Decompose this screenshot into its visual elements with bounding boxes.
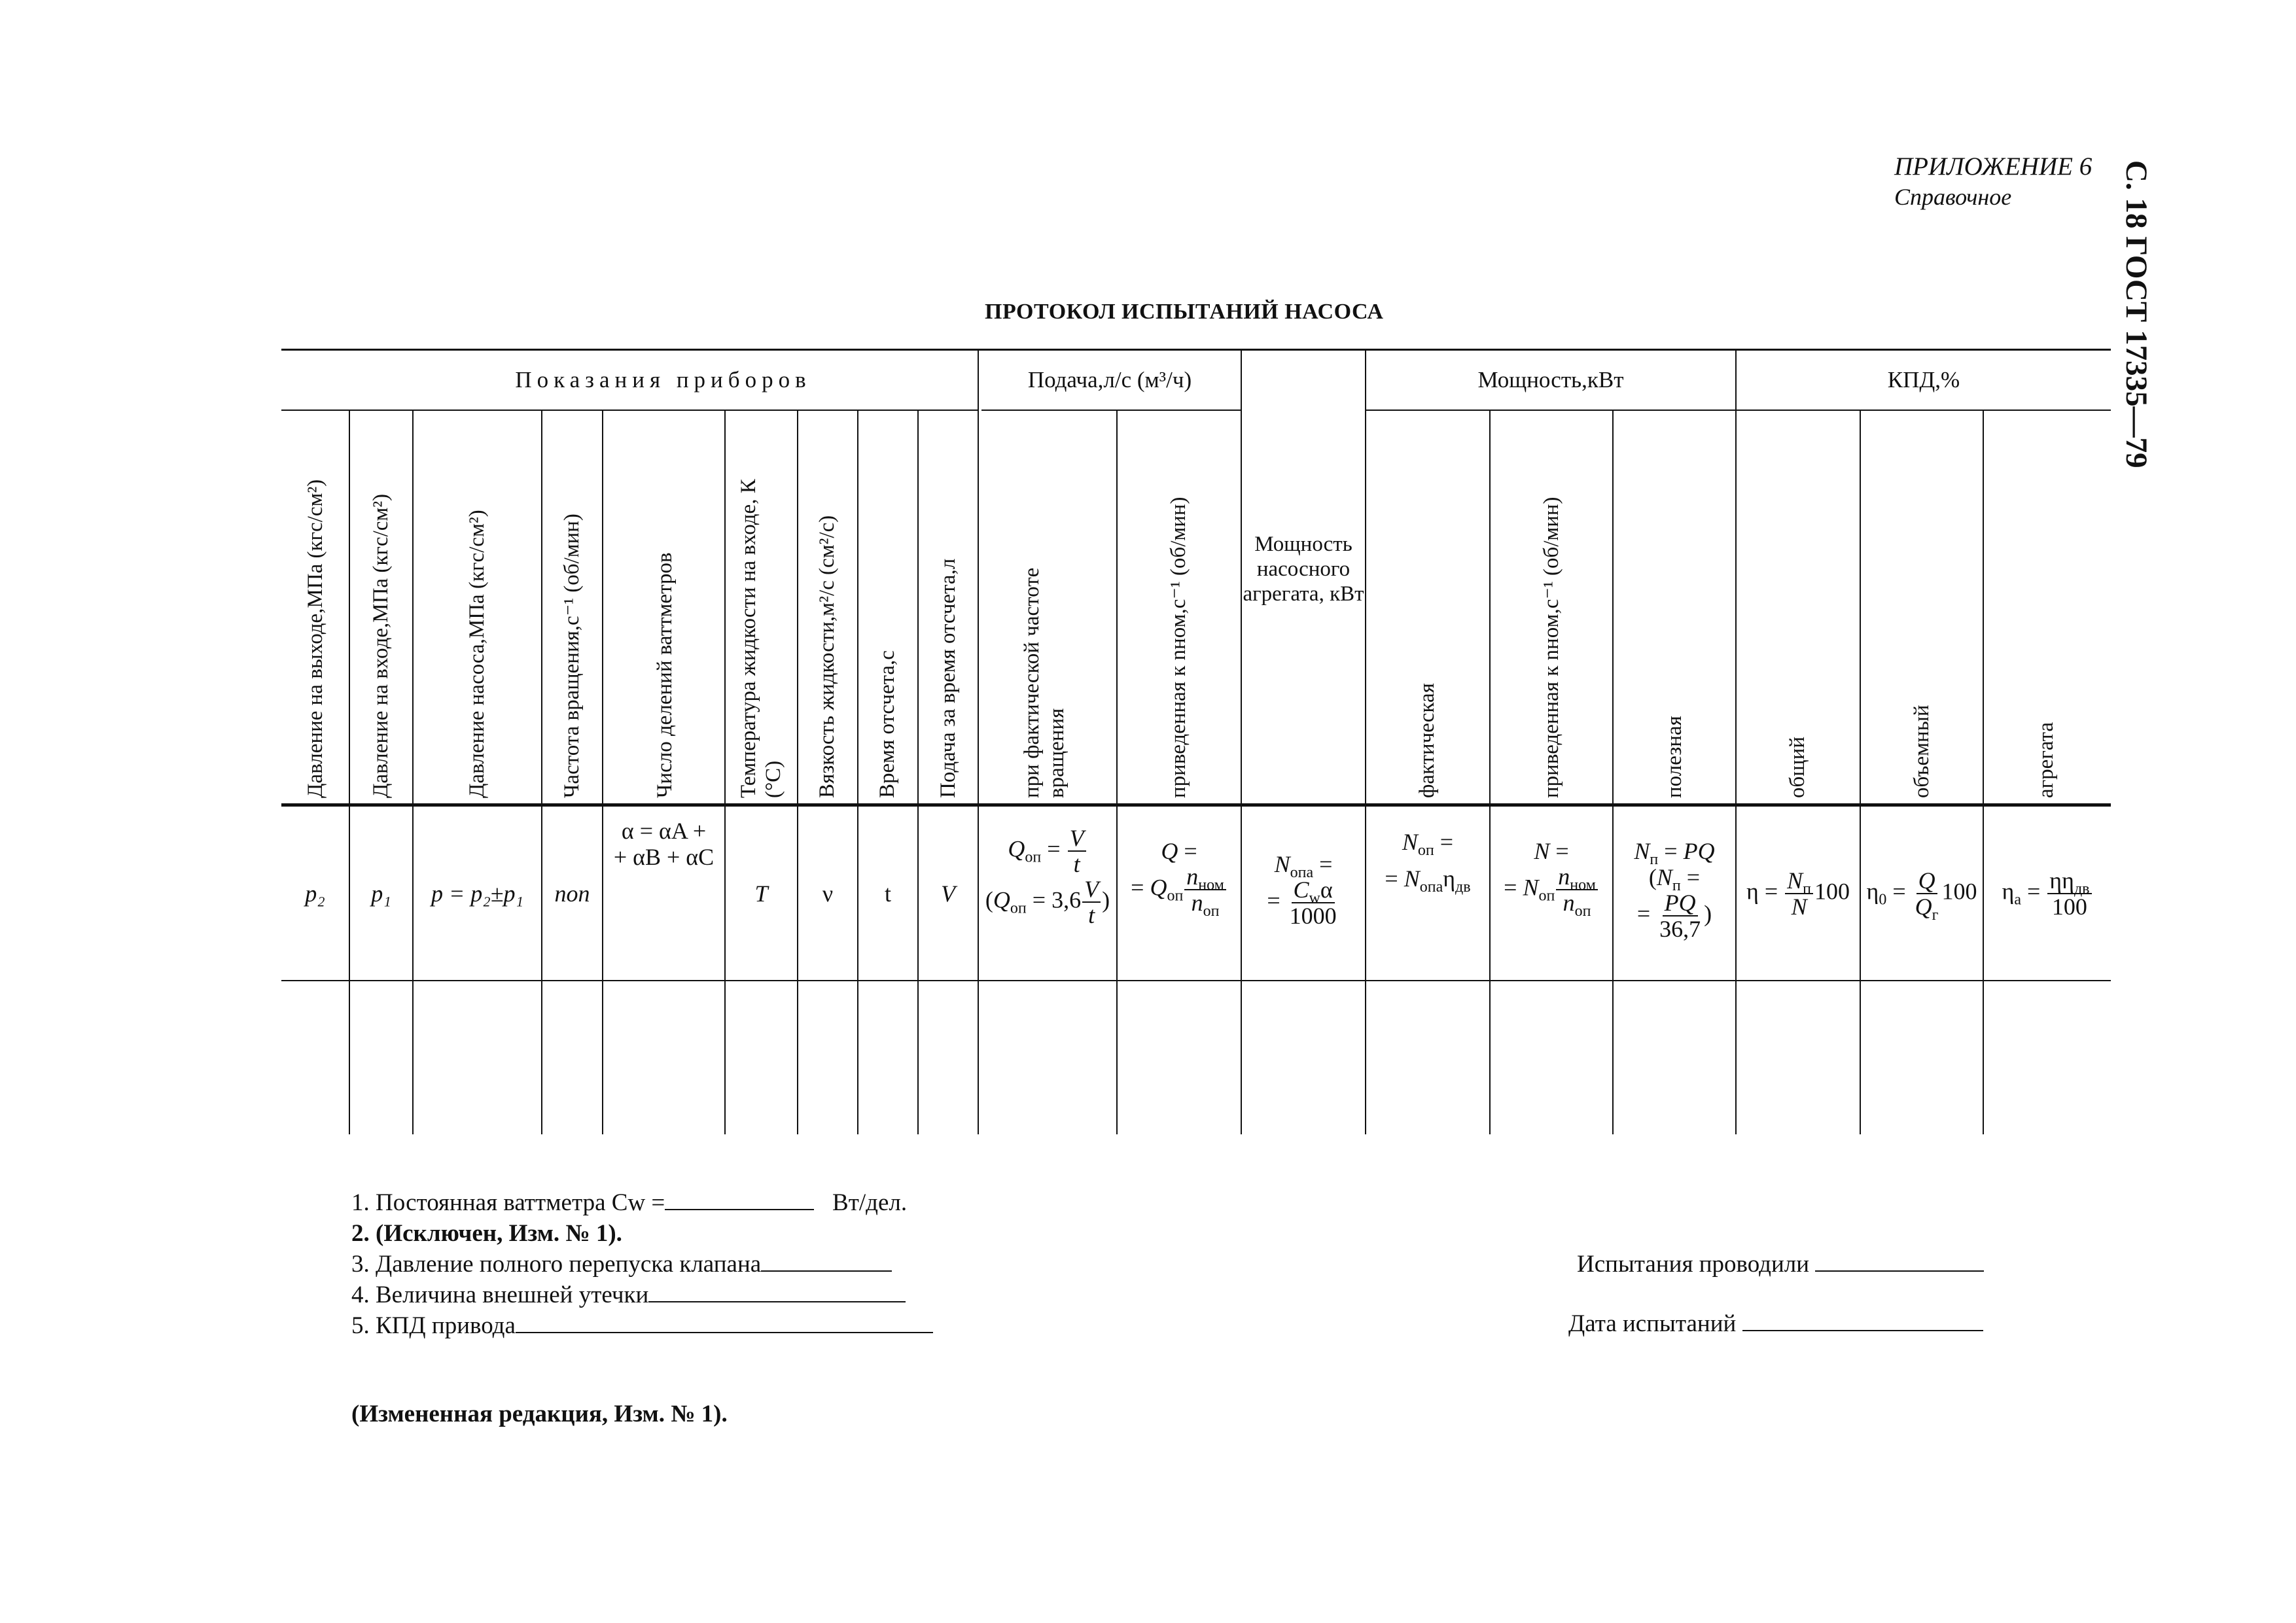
note-external-leakage: 4. Величина внешней утечки bbox=[351, 1280, 906, 1310]
group-header-instruments: Показания приборов bbox=[515, 367, 811, 393]
signature-testers: Испытания проводили bbox=[1577, 1249, 1984, 1280]
col-power-nominal: приведенная к nном,с⁻¹ (об/мин) bbox=[1540, 497, 1563, 798]
symbol-alpha bbox=[603, 811, 724, 877]
group-divider bbox=[281, 410, 978, 411]
symbol-p1: p₁ bbox=[371, 880, 391, 907]
col-flow-actual-speed: при фактической частоте вращения bbox=[1020, 567, 1069, 798]
col-border bbox=[1612, 410, 1614, 1134]
formula-efficiency-unit: $\eta_а$ = $\frac{\eta\eta_{дв}}{100}$ bbox=[1984, 807, 2111, 980]
col-border bbox=[412, 410, 414, 1134]
blank-field[interactable] bbox=[1815, 1251, 1984, 1272]
col-border bbox=[1860, 410, 1861, 1134]
alpha-line-2: + αB + αC bbox=[613, 844, 715, 870]
formula-efficiency-volumetric: $\eta_0$ = $\frac{Q}{Q_г}$ 100 bbox=[1866, 867, 1977, 924]
group-divider bbox=[981, 410, 1241, 411]
appendix-title: ПРИЛОЖЕНИЕ 6 bbox=[1894, 152, 2093, 181]
signature-date: Дата испытаний bbox=[1568, 1308, 1983, 1339]
formula-q-actual: $Q_{оп}$ = $\frac{V}{t}$ ($Q_{оп} = 3,6$ $\frac{V}{t}$ ) bbox=[985, 825, 1110, 928]
col-inlet-temperature: Температура жидкости на входе, К (°С) bbox=[737, 479, 785, 798]
symbol-p2: p₂ bbox=[305, 880, 325, 907]
group-header-unit-power: Мощность насосного агрегата, кВт bbox=[1243, 532, 1364, 606]
symbol-viscosity: ν bbox=[822, 880, 834, 907]
symbol-temperature: T bbox=[754, 880, 768, 907]
formula-efficiency-total: η = $\frac{N_п}{N}$ 100 bbox=[1746, 867, 1850, 920]
blank-field[interactable] bbox=[665, 1189, 814, 1210]
note-wattmeter-constant: 1. Постоянная ваттметра Cw = Вт/дел. bbox=[351, 1189, 908, 1216]
appendix-heading bbox=[1894, 152, 2092, 212]
col-border bbox=[1489, 410, 1491, 1134]
col-reading-time: Время отсчета,с bbox=[875, 650, 899, 798]
col-border bbox=[978, 349, 979, 1134]
blank-field[interactable] bbox=[516, 1312, 933, 1333]
group-header-power: Мощность,кВт bbox=[1477, 367, 1624, 393]
col-viscosity: Вязкость жидкости,м²/с (см²/с) bbox=[815, 515, 839, 798]
protocol-title: ПРОТОКОЛ ИСПЫТАНИЙ НАСОСА bbox=[985, 300, 1384, 324]
blank-field[interactable] bbox=[1742, 1310, 1983, 1331]
col-border bbox=[1365, 349, 1366, 1134]
col-power-useful: полезная bbox=[1663, 716, 1686, 798]
standard-code: С. 18 ГОСТ 17335—79 bbox=[2119, 160, 2153, 468]
col-border bbox=[857, 410, 858, 1134]
symbol-volume: V bbox=[941, 880, 955, 907]
col-inlet-pressure: Давление на входе,МПа (кгс/см²) bbox=[369, 493, 393, 798]
col-efficiency-unit: агрегата bbox=[2034, 722, 2058, 798]
formula-power-useful: $N_п$ = PQ ($N_п$ = = $\frac{PQ}{36,7}$ ) bbox=[1634, 838, 1715, 942]
col-border bbox=[724, 410, 726, 1134]
col-power-actual: фактическая bbox=[1415, 683, 1439, 798]
col-wattmeter-divisions: Число делений ваттметров bbox=[653, 552, 677, 798]
appendix-subtitle: Справочное bbox=[1894, 184, 2012, 210]
formula-power-nominal: N = = $N_{оп}$ $\frac{n_{ном}}{n_{оп}}$ bbox=[1491, 811, 1612, 942]
group-header-flow: Подача,л/с (м³/ч) bbox=[1027, 367, 1192, 393]
col-rotation-speed: Частота вращения,с⁻¹ (об/мин) bbox=[560, 514, 584, 798]
revision-note: (Измененная редакция, Изм. № 1). bbox=[351, 1401, 728, 1427]
col-border bbox=[349, 410, 350, 1134]
blank-field[interactable] bbox=[761, 1251, 892, 1272]
col-border bbox=[1241, 349, 1242, 1134]
symbol-time: t bbox=[884, 880, 891, 907]
formula-unit-power: $N_{опа}$ = = $\frac{C_w\alpha}{1000}$ bbox=[1267, 851, 1337, 929]
symbol-pump-pressure: p = p₂±p₁ bbox=[431, 880, 524, 907]
note-excluded: 2. (Исключен, Изм. № 1). bbox=[351, 1220, 622, 1247]
row-divider bbox=[281, 980, 2111, 981]
note-drive-efficiency: 5. КПД привода bbox=[351, 1310, 933, 1341]
group-divider bbox=[1365, 410, 2111, 411]
col-flow-nominal-speed: приведенная к nном,с⁻¹ (об/мин) bbox=[1167, 497, 1190, 798]
col-flow-volume: Подача за время отсчета,л bbox=[936, 558, 960, 798]
col-outlet-pressure: Давление на выходе,МПа (кгс/см²) bbox=[304, 479, 327, 798]
formula-power-actual: $N_{оп}$ = = $N_{опа}\eta_{дв}$ bbox=[1385, 829, 1471, 896]
col-border bbox=[797, 410, 798, 1134]
col-border bbox=[917, 410, 919, 1134]
col-border bbox=[1735, 349, 1737, 1134]
formula-q-nominal: Q = = $Q_{оп}$ $\frac{n_{ном}}{n_{оп}}$ bbox=[1118, 811, 1241, 942]
col-border bbox=[1116, 410, 1118, 1134]
group-header-efficiency: КПД,% bbox=[1887, 367, 1960, 393]
col-efficiency-total: общий bbox=[1786, 736, 1809, 798]
col-border bbox=[1983, 410, 1984, 1134]
col-border bbox=[602, 410, 603, 1134]
col-border bbox=[541, 410, 542, 1134]
col-pump-pressure: Давление насоса,МПа (кгс/см²) bbox=[465, 510, 489, 798]
blank-field[interactable] bbox=[648, 1282, 906, 1302]
alpha-line-1: α = αA + bbox=[621, 818, 707, 844]
symbol-speed: nоп bbox=[554, 880, 590, 907]
col-efficiency-volumetric: объемный bbox=[1910, 705, 1934, 798]
note-bypass-pressure: 3. Давление полного перепуска клапана bbox=[351, 1249, 892, 1280]
